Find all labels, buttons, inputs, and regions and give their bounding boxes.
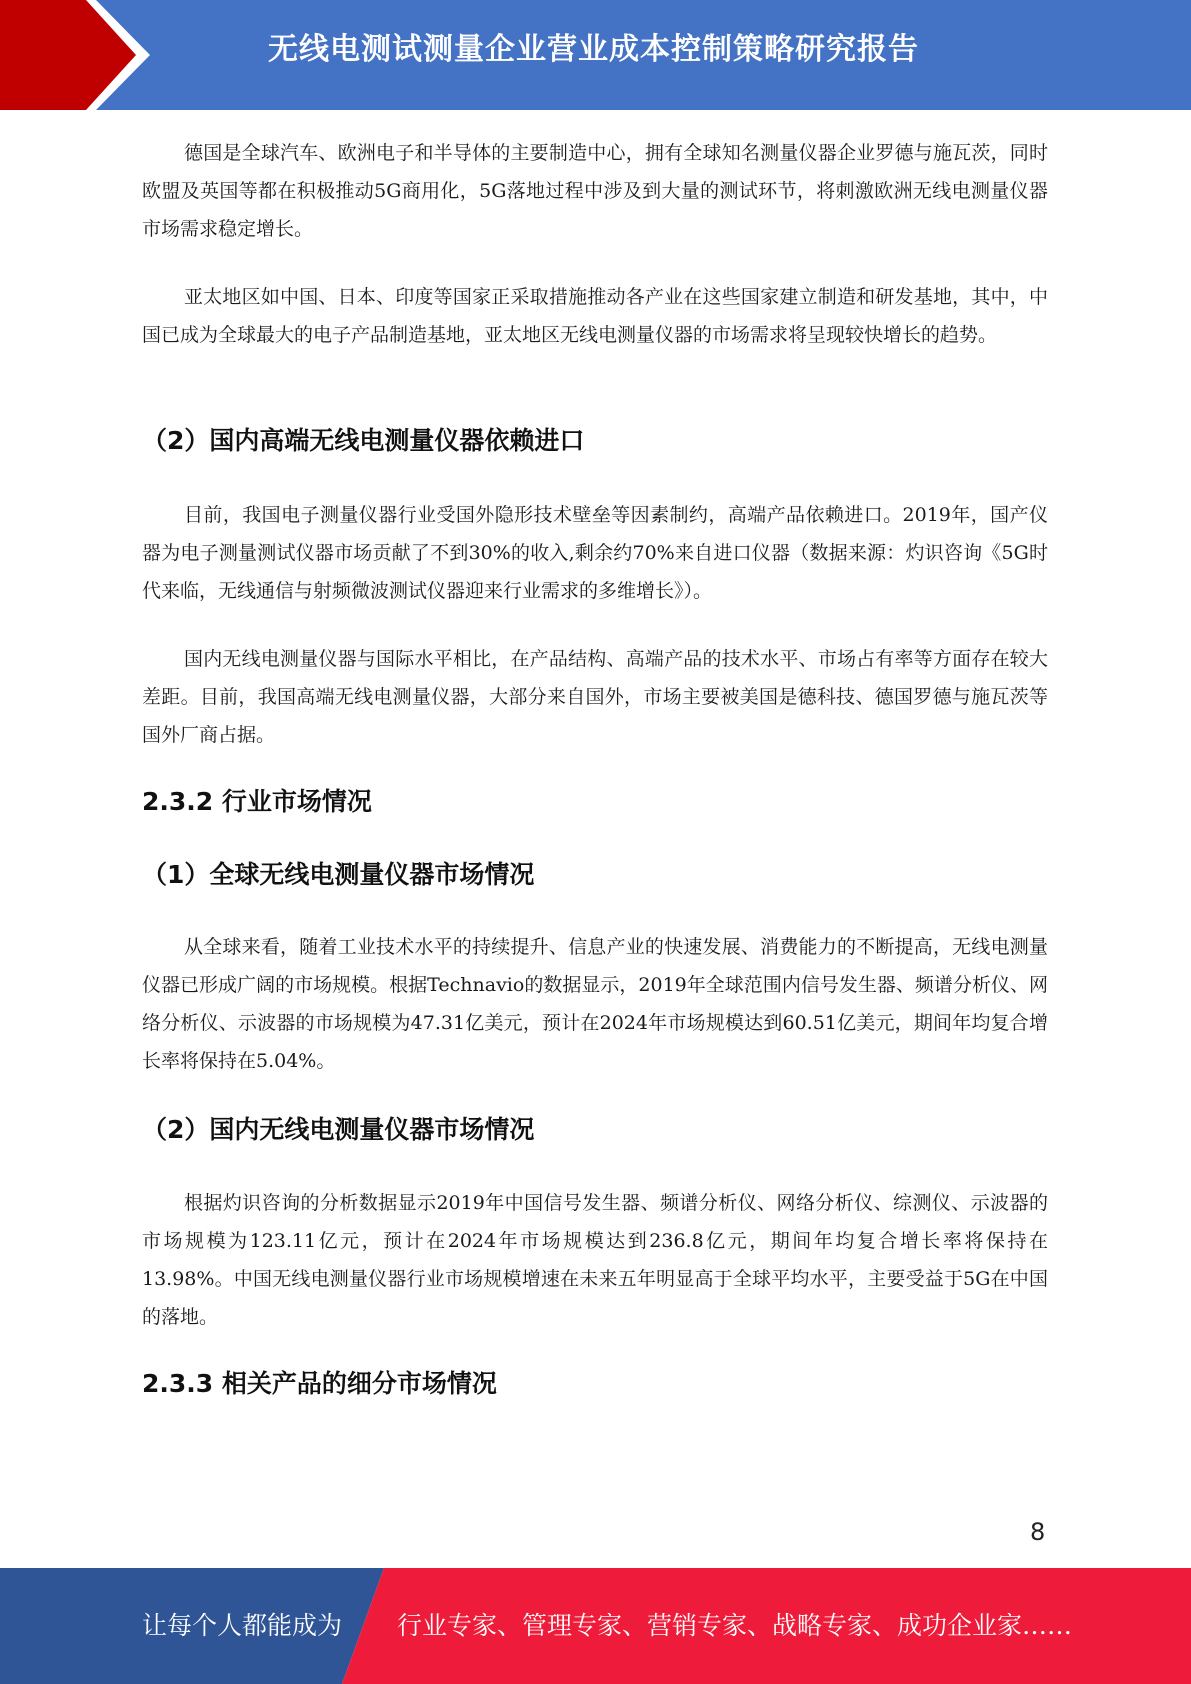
paragraph-gap: 国内无线电测量仪器与国际水平相比，在产品结构、高端产品的技术水平、市场占有率等方面存在较大差距。目前，我国高端无线电测量仪器，大部分来自国外，市场主要被美国是德科技、德国罗德与施瓦茨等国外厂商占据。 [142, 648, 1048, 746]
paragraph-domestic-market: 根据灼识咨询的分析数据显示2019年中国信号发生器、频谱分析仪、网络分析仪、综测仪、示波器的市场规模为123.11亿元，预计在2024年市场规模达到236.8亿元，期间年均复合增长率将保持在13.98%。中国无线电测量仪器行业市场规模增速在未来五年明显高于全球平均水平，主要受益于5G在中国的落地。 [142, 1192, 1048, 1328]
header-arrow-decoration [0, 0, 160, 110]
heading-domestic-market: （2）国内无线电测量仪器市场情况 [142, 1115, 535, 1144]
footer-slogan-left: 让每个人都能成为 [142, 1611, 343, 1640]
footer-slogan-right: 行业专家、管理专家、营销专家、战略专家、成功企业家…… [397, 1611, 1073, 1640]
page-number: 8 [1030, 1518, 1046, 1546]
paragraph-global-market: 从全球来看，随着工业技术水平的持续提升、信息产业的快速发展、消费能力的不断提高，无线电测量仪器已形成广阔的市场规模。根据Technavio的数据显示，2019年全球范围内信号发生器、频谱分析仪、网络分析仪、示波器的市场规模为47.31亿美元，预计在2024年市场规模达到60.51亿美元，期间年均复合增长率将保持在5.04%。 [142, 936, 1048, 1072]
header-banner [0, 0, 1191, 110]
footer-banner [0, 1568, 1191, 1684]
paragraph-germany: 德国是全球汽车、欧洲电子和半导体的主要制造中心，拥有全球知名测量仪器企业罗德与施瓦茨，同时欧盟及英国等都在积极推动5G商用化，5G落地过程中涉及到大量的测试环节，将刺激欧洲无线电测量仪器市场需求稳定增长。 [142, 142, 1048, 240]
heading-2-3-3: 2.3.3 相关产品的细分市场情况 [142, 1369, 497, 1398]
paragraph-import-dependency: 目前，我国电子测量仪器行业受国外隐形技术壁垒等因素制约，高端产品依赖进口。2019年，国产仪器为电子测量测试仪器市场贡献了不到30%的收入,剩余约70%来自进口仪器（数据来源：灼识咨询《5G时代来临，无线通信与射频微波测试仪器迎来行业需求的多维增长》）。 [142, 504, 1048, 602]
heading-domestic-import: （2）国内高端无线电测量仪器依赖进口 [142, 426, 585, 455]
report-title: 无线电测试测量企业营业成本控制策略研究报告 [268, 32, 919, 67]
heading-2-3-2: 2.3.2 行业市场情况 [142, 787, 372, 816]
paragraph-asia-pacific: 亚太地区如中国、日本、印度等国家正采取措施推动各产业在这些国家建立制造和研发基地，其中，中国已成为全球最大的电子产品制造基地，亚太地区无线电测量仪器的市场需求将呈现较快增长的趋势。 [142, 286, 1048, 346]
heading-global-market: （1）全球无线电测量仪器市场情况 [142, 860, 535, 889]
